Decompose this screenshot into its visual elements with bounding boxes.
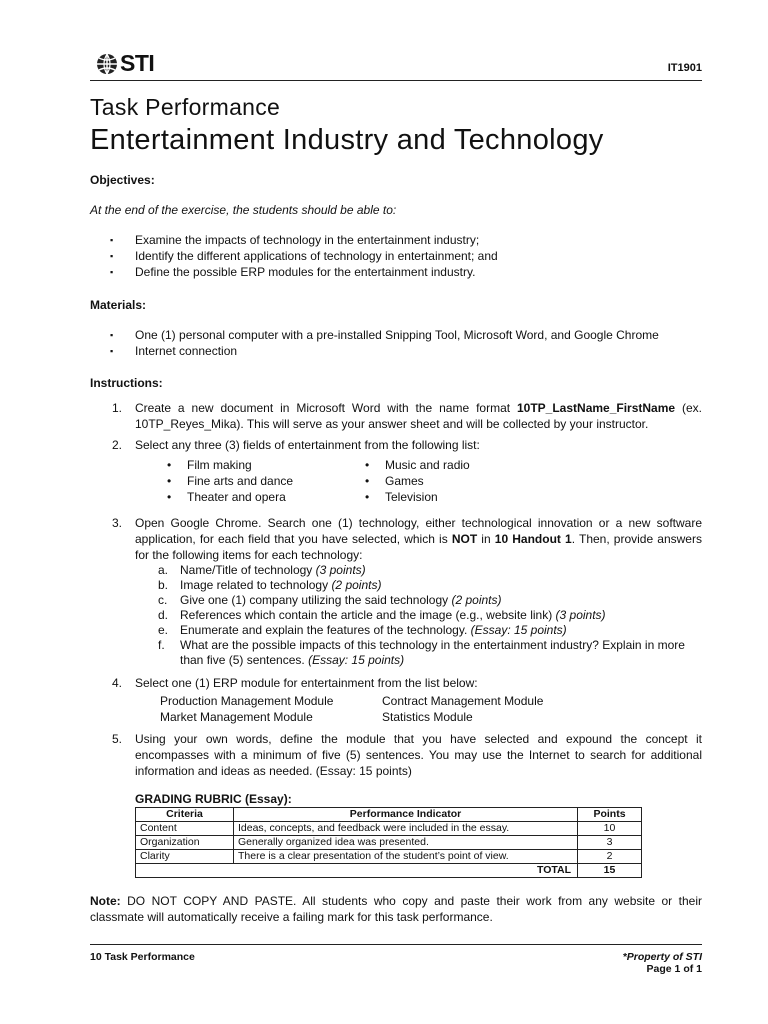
list-item: ▪ One (1) personal computer with a pre-installed Snipping Tool, Microsoft Word, and Google Chrome xyxy=(108,327,659,343)
table-total-row xyxy=(136,864,642,878)
step-1-text xyxy=(135,400,702,432)
step-4-text: Select one (1) ERP module for entertainment from the list below: xyxy=(135,676,478,690)
table-row xyxy=(136,822,642,836)
page-title: Entertainment Industry and Technology xyxy=(90,124,604,156)
instructions-heading: Instructions: xyxy=(90,376,163,390)
step-number: 3. xyxy=(112,516,123,530)
objectives-heading: Objectives: xyxy=(90,173,155,187)
list-item: ▪ Examine the impacts of technology in the entertainment industry; xyxy=(108,232,498,248)
step-3-not: NOT xyxy=(451,532,478,546)
page-number: Page 1 of 1 xyxy=(646,963,702,975)
list-item: ▪ Internet connection xyxy=(108,343,659,359)
step-number: 5. xyxy=(112,732,123,746)
sub-points: (Essay: 15 points) xyxy=(470,623,567,637)
step-3-post: . Then, provide answers for the following items for each technology: xyxy=(135,532,702,562)
table-header-row xyxy=(136,808,642,822)
points-cell: 10 xyxy=(578,822,642,836)
list-item: • Film making xyxy=(165,457,293,473)
step-1-post: (ex. 10TP_Reyes_Mika). This will serve as your answer sheet and will be collected by your instructor. xyxy=(135,401,702,431)
footer-left: 10 Task Performance xyxy=(90,951,195,963)
note-text: DO NOT COPY AND PASTE. All students who copy and paste their work from any website or their classmate will automatically receive a failing mark for this task performance. xyxy=(90,894,702,924)
sub-points: (3 points) xyxy=(555,608,606,622)
sub-text: Give one (1) company utilizing the said technology xyxy=(180,593,452,607)
page-subtitle: Task Performance xyxy=(90,94,281,120)
list-item: ▪ Define the possible ERP modules for the entertainment industry. xyxy=(108,264,498,280)
indicator-cell: Generally organized idea was presented. xyxy=(234,836,578,850)
handout-reference: 10 Handout 1 xyxy=(494,532,572,546)
sub-points: (2 points) xyxy=(331,578,382,592)
note-paragraph xyxy=(90,893,702,925)
sub-points: (3 points) xyxy=(315,563,366,577)
table-row xyxy=(136,850,642,864)
column-header: Criteria xyxy=(136,808,234,822)
erp-module: Statistics Module xyxy=(382,710,473,724)
objectives-list xyxy=(108,232,498,280)
sub-text: What are the possible impacts of this technology in the entertainment industry? Explain in more than five (5) sentences. xyxy=(180,638,685,667)
footer-divider xyxy=(90,944,702,945)
step-number: 2. xyxy=(112,438,123,452)
total-label: TOTAL xyxy=(136,864,578,878)
logo-text: STI xyxy=(120,50,155,76)
step-3-pre: Open Google Chrome. Search one (1) technology, either technological innovation or a new software application, for each field that you have selected, which is xyxy=(135,516,702,546)
materials-list xyxy=(108,327,659,359)
rubric-heading: GRADING RUBRIC (Essay): xyxy=(135,792,292,806)
criteria-cell: Organization xyxy=(136,836,234,850)
points-cell: 2 xyxy=(578,850,642,864)
erp-column-2 xyxy=(382,693,543,725)
sti-globe-icon xyxy=(95,53,119,75)
erp-column-1 xyxy=(160,693,333,725)
step-2-text: Select any three (3) fields of entertainment from the following list: xyxy=(135,438,480,452)
step-5-text: Using your own words, define the module that you have selected and expound the concept it encompasses with a minimum of five (5) sentences. You may use the Internet to search for additional information and ideas as needed. (Essay: 15 points) xyxy=(135,732,702,778)
list-item: • Fine arts and dance xyxy=(165,473,293,489)
list-item: • Theater and opera xyxy=(165,489,293,505)
step-number: 1. xyxy=(112,401,123,415)
sti-logo xyxy=(95,50,154,77)
file-name-format: 10TP_LastName_FirstName xyxy=(517,401,676,415)
step-1-pre: Create a new document in Microsoft Word with the name format xyxy=(135,401,517,415)
list-item: • Games xyxy=(363,473,470,489)
sub-letter: e. xyxy=(158,623,169,637)
course-code: IT1901 xyxy=(667,62,702,74)
column-header: Performance Indicator xyxy=(234,808,578,822)
sub-text: Name/Title of technology xyxy=(180,563,316,577)
erp-module: Production Management Module xyxy=(160,694,334,708)
indicator-cell: There is a clear presentation of the student’s point of view. xyxy=(234,850,578,864)
step-3-mid: in xyxy=(477,532,495,546)
header-divider xyxy=(90,80,702,81)
erp-module: Contract Management Module xyxy=(382,694,544,708)
erp-module: Market Management Module xyxy=(160,710,313,724)
sub-points: (Essay: 15 points) xyxy=(308,653,405,667)
step-3-text xyxy=(135,515,702,563)
list-item: • Television xyxy=(363,489,470,505)
rubric-table xyxy=(135,807,642,878)
points-cell: 3 xyxy=(578,836,642,850)
criteria-cell: Content xyxy=(136,822,234,836)
footer-property xyxy=(623,951,702,975)
indicator-cell: Ideas, concepts, and feedback were included in the essay. xyxy=(234,822,578,836)
table-row xyxy=(136,836,642,850)
sub-text: References which contain the article and the image (e.g., website link) xyxy=(180,608,556,622)
note-label: Note: xyxy=(90,894,121,908)
objectives-intro: At the end of the exercise, the students should be able to: xyxy=(90,203,397,217)
criteria-cell: Clarity xyxy=(136,850,234,864)
sub-letter: d. xyxy=(158,608,169,622)
sub-letter: b. xyxy=(158,578,169,592)
sub-text: Enumerate and explain the features of the technology. xyxy=(180,623,471,637)
step-number: 4. xyxy=(112,676,123,690)
fields-column-2 xyxy=(363,457,470,505)
column-header: Points xyxy=(578,808,642,822)
total-value: 15 xyxy=(578,864,642,878)
sub-text: Image related to technology xyxy=(180,578,332,592)
list-item: ▪ Identify the different applications of technology in entertainment; and xyxy=(108,248,498,264)
sub-letter: a. xyxy=(158,563,169,577)
list-item: • Music and radio xyxy=(363,457,470,473)
property-label: *Property of STI xyxy=(622,951,702,963)
fields-column-1 xyxy=(165,457,293,505)
sub-letter: c. xyxy=(158,593,168,607)
sub-letter: f. xyxy=(158,638,165,652)
materials-heading: Materials: xyxy=(90,298,147,312)
sub-points: (2 points) xyxy=(451,593,502,607)
